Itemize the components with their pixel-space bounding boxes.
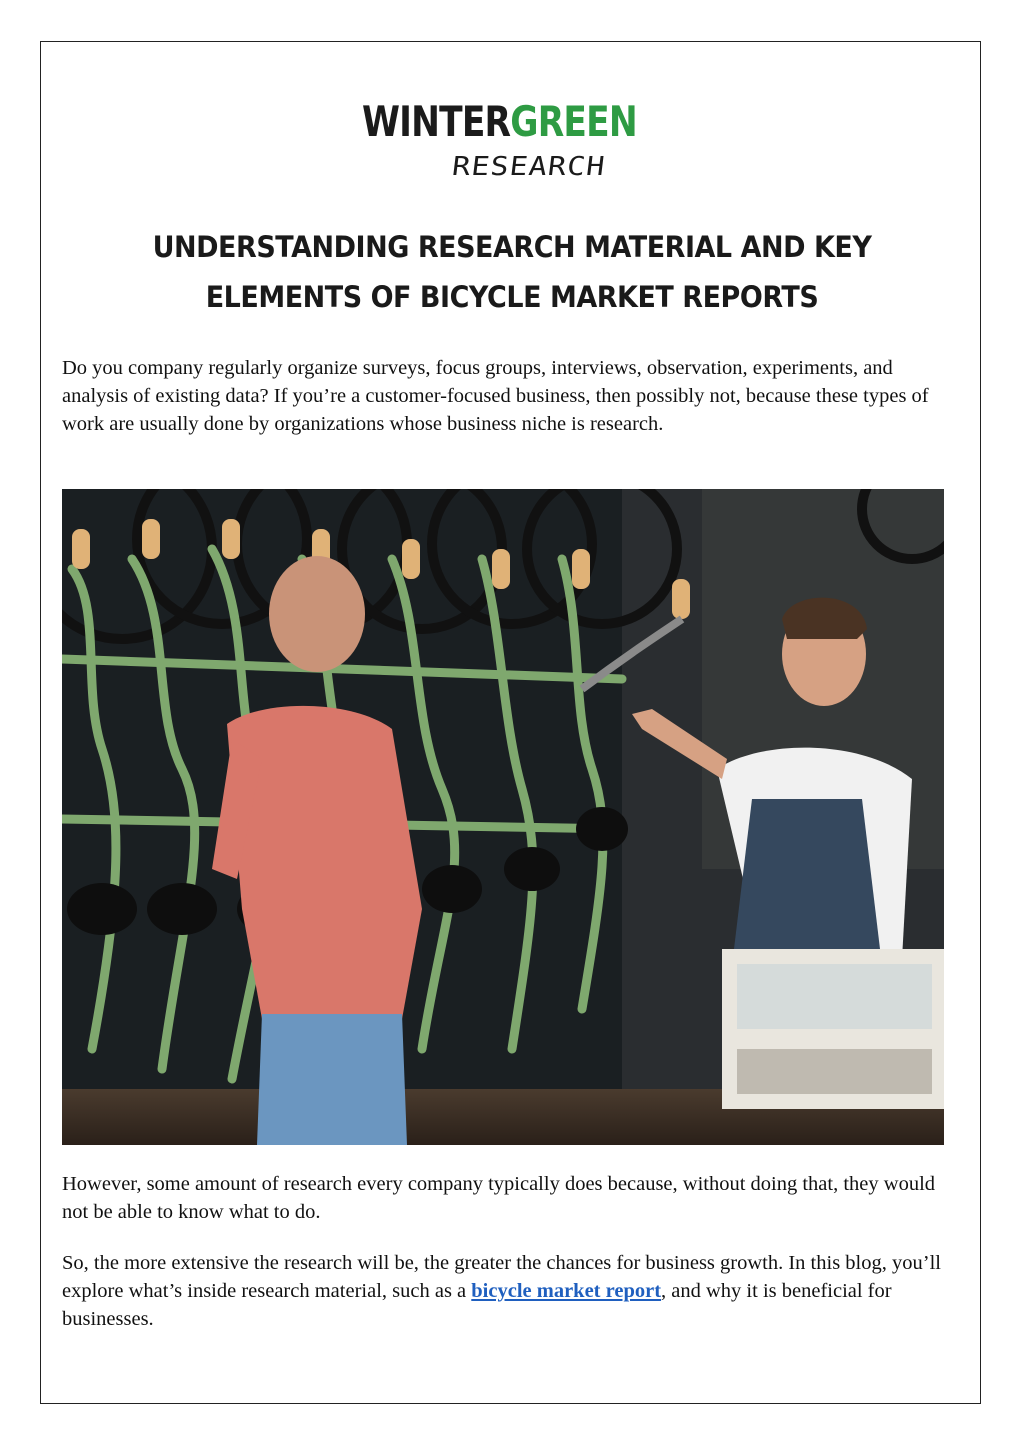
wintergreen-logo bbox=[362, 97, 672, 182]
body-paragraph-3 bbox=[62, 1249, 952, 1333]
intro-paragraph: Do you company regularly organize surveys, focus groups, interviews, observation, experiments, and analysis of existing data? If you’re a customer-focused business, then possibly not, because these types of work are usually done by organizations whose business niche is research. bbox=[62, 357, 929, 435]
bicycle-market-report-link[interactable]: bicycle market report bbox=[471, 1280, 662, 1302]
article-title: UNDERSTANDING RESEARCH MATERIAL AND KEY ELEMENTS OF BICYCLE MARKET REPORTS bbox=[152, 230, 872, 314]
p3-text-before: So, the more extensive the research will be, the greater the chances for business growth. In this blog, you’ll explore what’s inside research material, such as a bbox=[62, 1252, 941, 1302]
logo-subtitle: RESEARCH bbox=[450, 152, 608, 182]
logo-word-winter: WINTER bbox=[362, 97, 511, 146]
logo-word-green: GREEN bbox=[510, 97, 637, 146]
body-paragraph-2: However, some amount of research every company typically does because, without doing that, they would not be able to know what to do. bbox=[62, 1173, 936, 1223]
logo-wordmark bbox=[362, 97, 637, 146]
display-counter bbox=[722, 949, 944, 1109]
bicycle-shop-photo bbox=[62, 489, 944, 1145]
p3-text-after: , and why it is beneficial for businesses. bbox=[62, 1280, 892, 1330]
